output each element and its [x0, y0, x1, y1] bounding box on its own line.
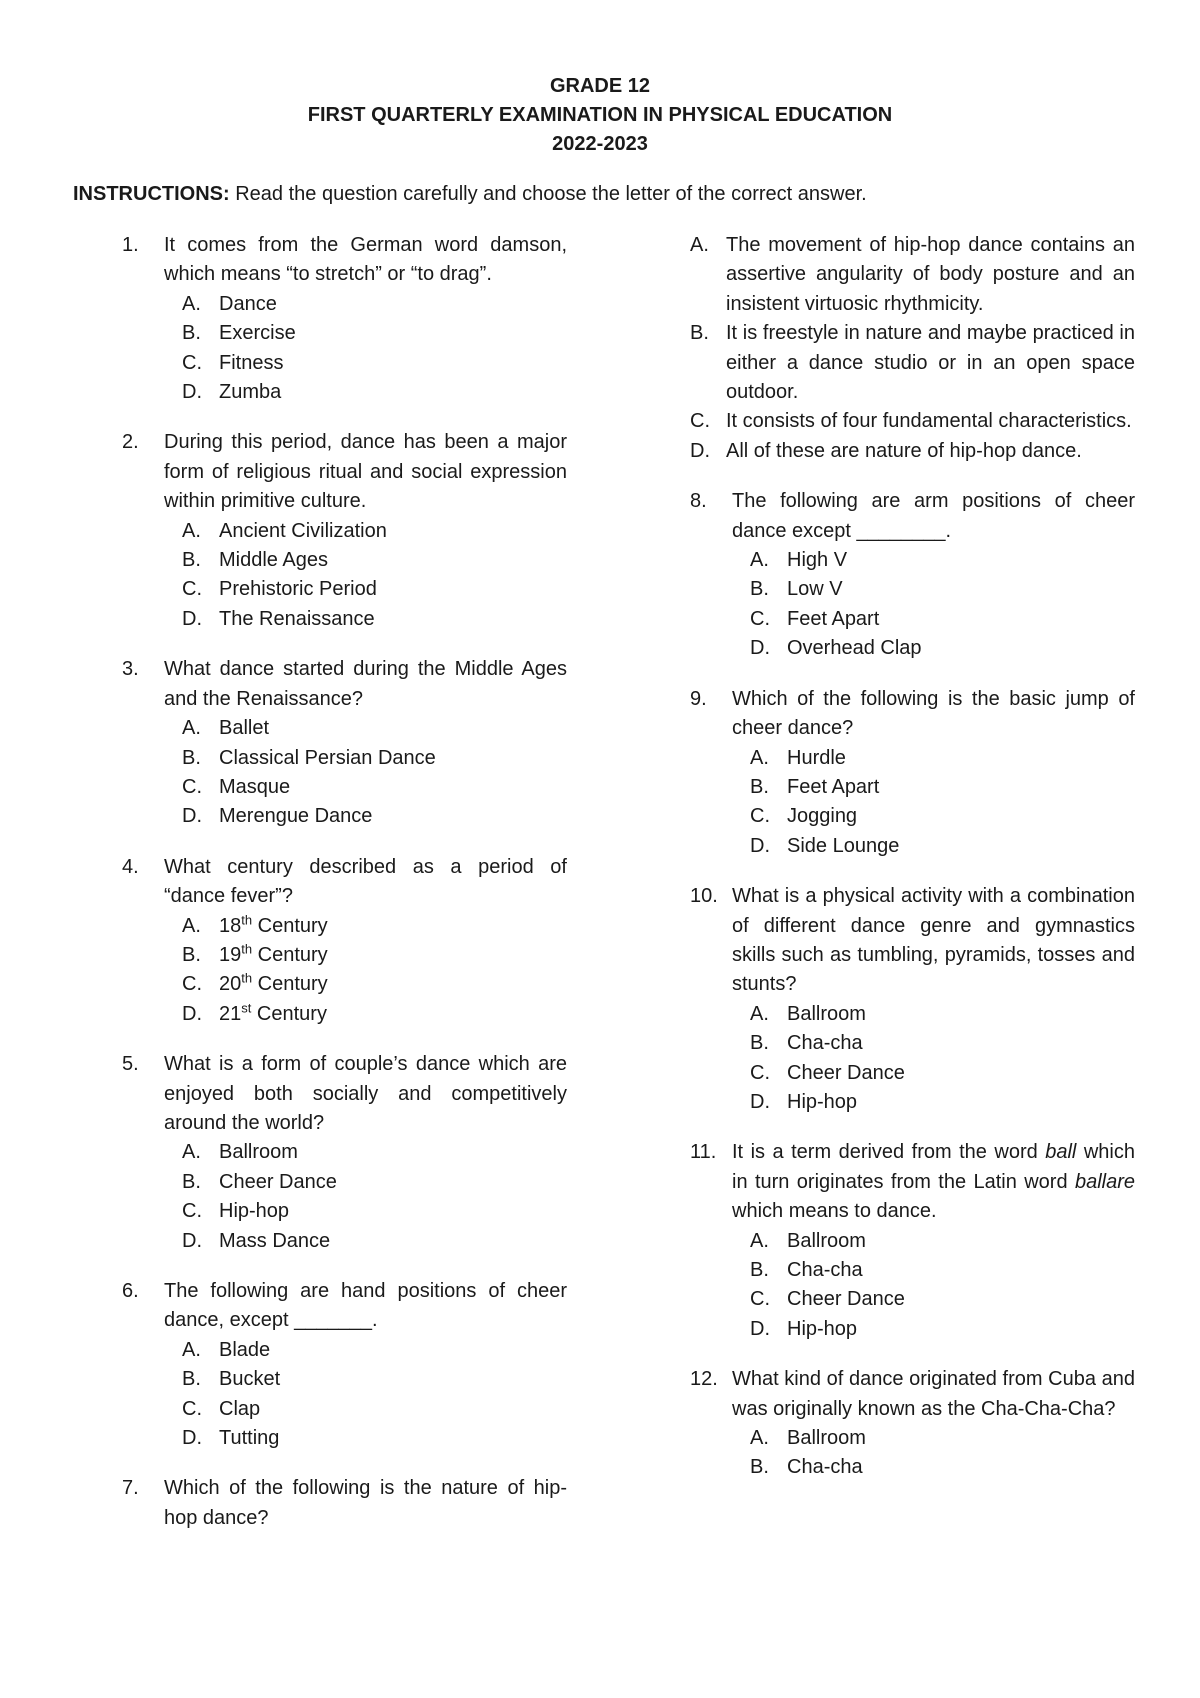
question-text: During this period, dance has been a major form of religious ritual and social expression within primitive culture. [164, 431, 567, 513]
question-number: 10. [690, 885, 718, 908]
option-letter: A. [182, 1141, 201, 1164]
option-number: 18 [219, 914, 242, 937]
option-text: Side Lounge [787, 834, 900, 857]
option-text: Hip-hop [787, 1317, 858, 1340]
question-text: What is a form of couple’s dance which are enjoyed both socially and competitively around the world? [164, 1053, 567, 1134]
option-letter: A. [182, 519, 201, 542]
option-text: High V [787, 549, 848, 572]
option-letter: A. [182, 914, 201, 937]
option-letter: A. [750, 549, 769, 572]
option-text: Zumba [219, 381, 282, 404]
option-b [732, 1029, 1135, 1058]
option-letter: C. [182, 578, 202, 601]
option-text: Clap [219, 1397, 261, 1420]
option-text: Tutting [219, 1427, 280, 1450]
option-letter: D. [750, 1090, 770, 1113]
question-11 [690, 1138, 1135, 1344]
question-text-part: It is a term derived from the word [732, 1141, 1046, 1164]
option-d [732, 1088, 1135, 1117]
option-letter: D. [750, 834, 770, 857]
option-list [732, 1424, 1135, 1483]
option-text: Mass Dance [219, 1229, 331, 1252]
option-letter: C. [690, 410, 710, 433]
ordinal-suffix: th [241, 941, 253, 957]
emphasized-term: ballare [1074, 1170, 1135, 1193]
option-c [732, 1059, 1135, 1088]
option-d [164, 378, 567, 407]
question-4 [122, 853, 567, 1029]
option-text: Blade [219, 1338, 271, 1361]
option-c [164, 349, 567, 378]
option-text: The movement of hip-hop dance contains an assertive angularity of body posture and an insistent virtuosic rhythmicity. [726, 234, 1135, 315]
question-text: The following are arm positions of cheer dance except ________. [732, 490, 1135, 542]
option-text: Merengue Dance [219, 805, 373, 828]
option-letter: D. [182, 1427, 202, 1450]
option-text: Hip-hop [787, 1090, 858, 1113]
option-letter: D. [182, 1229, 202, 1252]
option-list [732, 744, 1135, 862]
option-text: Masque [219, 775, 291, 798]
question-6 [122, 1277, 567, 1453]
option-text: Ballroom [787, 1427, 866, 1450]
option-text: Hurdle [787, 746, 846, 769]
question-8 [690, 487, 1135, 663]
question-number: 9. [690, 687, 707, 710]
question-text: What dance started during the Middle Ages and the Renaissance? [164, 658, 567, 710]
option-list [164, 1336, 567, 1454]
exam-title: FIRST QUARTERLY EXAMINATION IN PHYSICAL EDUCATION [307, 104, 893, 126]
option-text: The Renaissance [219, 607, 375, 630]
option-d [732, 832, 1135, 861]
option-text: Dance [219, 292, 277, 315]
question-number: 3. [122, 658, 139, 681]
option-text: Jogging [787, 805, 858, 828]
ordinal-suffix: st [241, 1000, 252, 1016]
option-text: Cha-cha [787, 1456, 863, 1479]
question-7 [122, 1474, 567, 1533]
option-b [690, 319, 1135, 407]
option-list [164, 714, 567, 832]
question-number: 7. [122, 1477, 139, 1500]
question-number: 4. [122, 855, 139, 878]
option-letter: C. [182, 973, 202, 996]
option-letter: B. [750, 1032, 769, 1055]
question-text: The following are hand positions of cheer dance, except _______. [164, 1280, 567, 1332]
option-letter: D. [182, 1002, 202, 1025]
school-year: 2022-2023 [552, 133, 648, 155]
question-text [732, 1138, 1135, 1226]
right-column [690, 231, 1135, 1504]
question-number: 5. [122, 1053, 139, 1076]
option-letter: B. [182, 943, 201, 966]
option-letter: A. [182, 717, 201, 740]
question-number: 12. [690, 1368, 718, 1391]
option-list [690, 231, 1135, 466]
option-letter: A. [750, 1427, 769, 1450]
option-list [164, 517, 567, 635]
option-b [164, 1168, 567, 1197]
option-d [690, 437, 1135, 466]
option-letter: B. [690, 322, 709, 345]
option-c [732, 802, 1135, 831]
option-number: 19 [219, 943, 242, 966]
question-text: What century described as a period of “dance fever”? [164, 855, 567, 908]
option-letter: A. [690, 234, 709, 256]
option-text: Feet Apart [787, 775, 880, 798]
option-d [732, 1315, 1135, 1344]
question-text: Which of the following is the nature of hip-hop dance? [164, 1477, 567, 1529]
option-text: Bucket [219, 1368, 281, 1391]
option-letter: B. [182, 322, 201, 345]
option-a [164, 912, 567, 941]
question-text: Which of the following is the basic jump of cheer dance? [732, 687, 1135, 740]
question-10 [690, 882, 1135, 1117]
option-text: Ballet [219, 717, 270, 740]
option-d [164, 1424, 567, 1453]
option-d [164, 1000, 567, 1029]
question-text-part: which in turn originates from the Latin word [732, 1141, 1135, 1193]
option-text: All of these are nature of hip-hop dance. [726, 439, 1082, 462]
option-letter: D. [182, 607, 202, 630]
option-text: Century [251, 1002, 327, 1025]
option-c [164, 773, 567, 802]
exam-header [0, 72, 1200, 159]
instructions-text: Read the question carefully and choose the letter of the correct answer. [229, 183, 867, 205]
option-a [732, 1424, 1135, 1453]
option-letter: C. [750, 805, 770, 828]
option-text: Cha-cha [787, 1032, 863, 1055]
option-list [164, 912, 567, 1030]
question-3 [122, 655, 567, 831]
emphasized-term: ball [1045, 1141, 1077, 1164]
option-a [164, 1138, 567, 1167]
option-letter: C. [182, 1397, 202, 1420]
option-text: Ballroom [219, 1141, 298, 1164]
option-letter: B. [750, 1259, 769, 1281]
option-letter: D. [182, 381, 202, 404]
option-text: Low V [787, 578, 843, 601]
left-column [122, 231, 567, 1554]
option-text: Exercise [219, 322, 296, 345]
option-letter: A. [182, 292, 201, 315]
option-text: Century [252, 943, 328, 966]
option-text: Middle Ages [219, 549, 328, 572]
question-7-options [690, 231, 1135, 466]
question-number: 11. [690, 1141, 717, 1164]
option-a [164, 714, 567, 743]
option-letter: B. [182, 1170, 201, 1193]
question-2 [122, 428, 567, 634]
option-b [732, 773, 1135, 802]
option-text: Fitness [219, 351, 284, 374]
question-text: What is a physical activity with a combination of different dance genre and gymnastics skills such as tumbling, pyramids, tosses and stunts? [732, 885, 1135, 996]
ordinal-suffix: th [241, 911, 253, 927]
option-c [732, 605, 1135, 634]
option-b [732, 1453, 1135, 1482]
option-text: Ancient Civilization [219, 519, 387, 542]
option-list [732, 546, 1135, 664]
option-list [164, 1138, 567, 1256]
option-letter: D. [750, 1317, 770, 1340]
option-text: Prehistoric Period [219, 578, 377, 601]
option-list [732, 1000, 1135, 1118]
option-d [164, 1227, 567, 1256]
option-text: Feet Apart [787, 607, 880, 630]
question-text: It comes from the German word damson, which means “to stretch” or “to drag”. [164, 234, 567, 286]
option-b [164, 744, 567, 773]
question-number: 2. [122, 431, 139, 454]
option-letter: D. [690, 439, 710, 462]
option-c [732, 1285, 1135, 1314]
question-text: What kind of dance originated from Cuba and was originally known as the Cha-Cha-Cha? [732, 1368, 1135, 1420]
question-number: 6. [122, 1280, 139, 1302]
option-c [164, 1395, 567, 1424]
option-number: 21 [219, 1002, 242, 1025]
option-a [690, 231, 1135, 319]
option-letter: C. [182, 1200, 202, 1223]
option-text: Overhead Clap [787, 637, 922, 660]
option-text: Ballroom [787, 1229, 866, 1252]
question-number: 1. [122, 234, 139, 256]
ordinal-suffix: th [241, 970, 253, 986]
instructions [73, 180, 1133, 209]
option-letter: C. [182, 351, 202, 374]
option-text: It is freestyle in nature and maybe practiced in either a dance studio or in an open space outdoor. [726, 322, 1135, 404]
option-d [164, 605, 567, 634]
option-letter: A. [182, 1338, 201, 1361]
question-5 [122, 1050, 567, 1256]
option-letter: B. [750, 578, 769, 601]
option-text: Cheer Dance [787, 1288, 905, 1311]
instructions-label: INSTRUCTIONS: [73, 183, 230, 205]
option-a [164, 517, 567, 546]
option-number: 20 [219, 973, 242, 996]
option-c [164, 1197, 567, 1226]
option-text: Classical Persian Dance [219, 746, 436, 769]
option-text: Cheer Dance [219, 1170, 337, 1193]
option-a [732, 1227, 1135, 1256]
option-text: Cheer Dance [787, 1061, 905, 1084]
option-a [164, 290, 567, 319]
option-text: Hip-hop [219, 1200, 290, 1223]
option-b [164, 546, 567, 575]
option-a [732, 1000, 1135, 1029]
option-list [164, 290, 567, 408]
option-letter: B. [750, 775, 769, 798]
option-letter: B. [182, 1368, 201, 1391]
option-c [690, 407, 1135, 436]
option-letter: B. [750, 1456, 769, 1479]
option-b [164, 941, 567, 970]
option-letter: B. [182, 746, 201, 769]
question-text-part: which means to dance. [732, 1200, 937, 1223]
option-a [732, 744, 1135, 773]
option-letter: B. [182, 549, 201, 572]
question-1 [122, 231, 567, 407]
grade-title: GRADE 12 [549, 75, 651, 97]
option-letter: A. [750, 1229, 769, 1252]
option-text: Century [252, 973, 328, 996]
option-b [164, 1365, 567, 1394]
question-12 [690, 1365, 1135, 1483]
option-letter: D. [182, 805, 202, 828]
question-9 [690, 685, 1135, 861]
question-number: 8. [690, 490, 707, 513]
option-a [164, 1336, 567, 1365]
option-b [732, 1256, 1135, 1285]
option-b [732, 575, 1135, 604]
option-c [164, 970, 567, 999]
option-d [164, 802, 567, 831]
option-letter: C. [750, 1288, 770, 1311]
option-letter: C. [182, 775, 202, 798]
option-letter: A. [750, 746, 769, 769]
option-text: Cha-cha [787, 1259, 863, 1281]
option-b [164, 319, 567, 348]
option-c [164, 575, 567, 604]
option-a [732, 546, 1135, 575]
option-letter: A. [750, 1002, 769, 1025]
option-list [732, 1227, 1135, 1345]
option-text: Ballroom [787, 1002, 866, 1025]
option-d [732, 634, 1135, 663]
option-letter: C. [750, 1061, 770, 1084]
option-letter: D. [750, 637, 770, 660]
option-text: It consists of four fundamental characteristics. [726, 410, 1132, 433]
option-text: Century [252, 914, 328, 937]
option-letter: C. [750, 607, 770, 630]
